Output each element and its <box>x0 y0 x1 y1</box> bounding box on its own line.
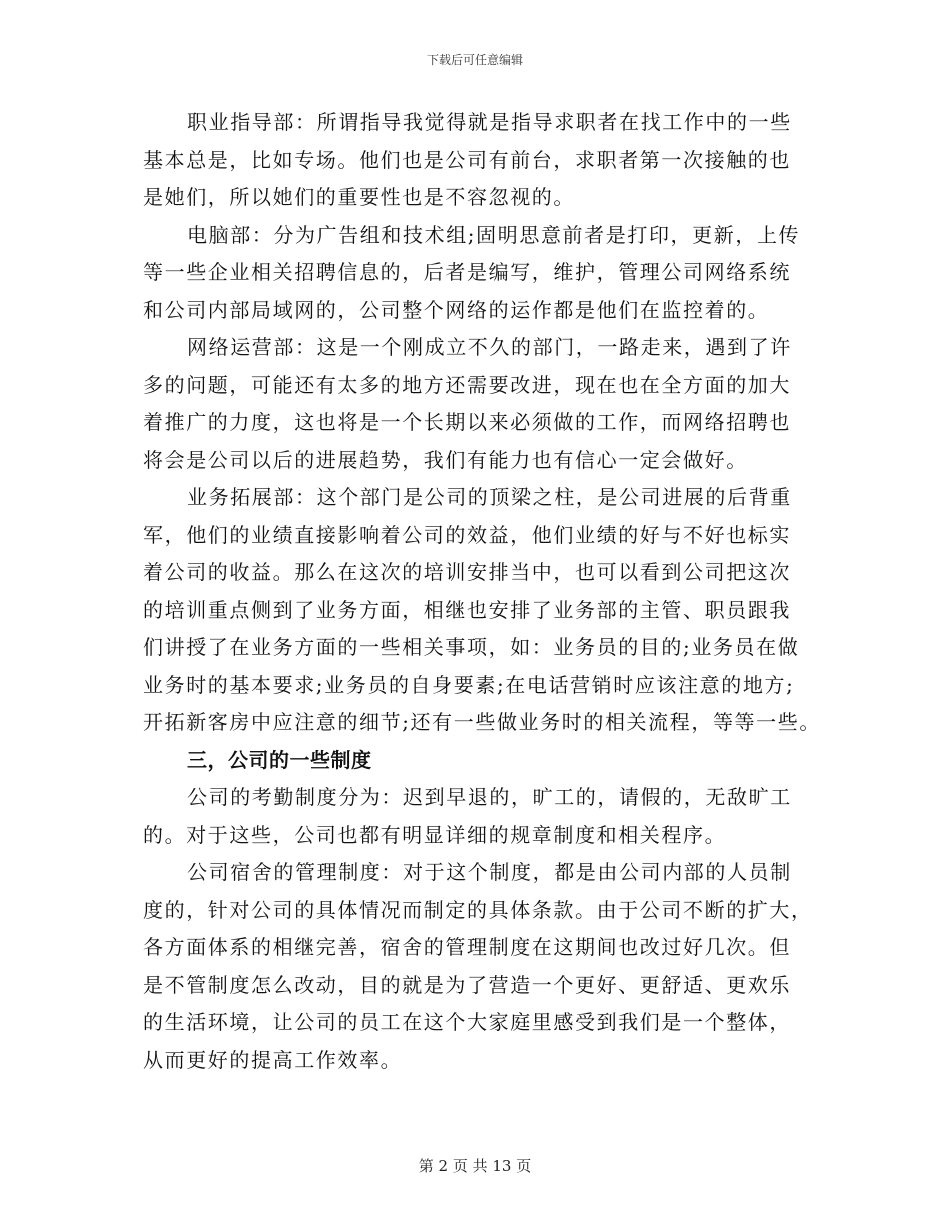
paragraph-attendance: 公司的考勤制度分为：迟到早退的，旷工的，请假的，无敌旷工 <box>187 785 792 809</box>
text-line: 开拓新客房中应注意的细节;还有一些做业务时的相关流程，等等一些。 <box>143 710 821 734</box>
text-line: 是她们，所以她们的重要性也是不容忽视的。 <box>143 185 575 209</box>
text-line: 们讲授了在业务方面的一些相关事项，如：业务员的目的;业务员在做 <box>143 635 800 659</box>
text-line: 着公司的收益。那么在这次的培训安排当中，也可以看到公司把这次 <box>143 560 791 584</box>
paragraph-network-ops: 网络运营部：这是一个刚成立不久的部门，一路走来，遇到了许 <box>187 335 792 359</box>
text-line: 基本总是，比如专场。他们也是公司有前台，求职者第一次接触的也 <box>143 147 791 172</box>
text-line: 多的问题，可能还有太多的地方还需要改进，现在也在全方面的加大 <box>143 372 791 397</box>
text-line: 度的，针对公司的具体情况而制定的具体条款。由于公司不断的扩大， <box>143 897 813 922</box>
document-body <box>143 104 821 1079</box>
text-line: 的生活环境，让公司的员工在这个大家庭里感受到我们是一个整体， <box>143 1010 791 1034</box>
text-line: 军，他们的业绩直接影响着公司的效益，他们业绩的好与不好也标实 <box>143 522 791 547</box>
text-line: 将会是公司以后的进展趋势，我们有能力也有信心一定会做好。 <box>143 447 748 472</box>
text-line: 是不管制度怎么改动，目的就是为了营造一个更好、更舒适、更欢乐 <box>143 972 791 997</box>
paragraph-career-guidance: 职业指导部：所谓指导我觉得就是指导求职者在找工作中的一些 <box>187 110 792 134</box>
section-heading: 三，公司的一些制度 <box>187 747 372 772</box>
page-number: 第 2 页 共 13 页 <box>418 1157 532 1175</box>
page-header: 下载后可任意编辑 <box>426 53 523 67</box>
text-line: 着推广的力度，这也将是一个长期以来必须做的工作，而网络招聘也 <box>143 410 791 434</box>
text-line: 业务时的基本要求;业务员的自身要素;在电话营销时应该注意的地方; <box>143 672 795 697</box>
text-line: 和公司内部局域网的，公司整个网络的运作都是他们在监控着的。 <box>143 297 770 322</box>
text-line: 的培训重点侧到了业务方面，相继也安排了业务部的主管、职员跟我 <box>143 597 791 622</box>
text-line: 各方面体系的相继完善，宿舍的管理制度在这期间也改过好几次。但 <box>143 935 791 959</box>
paragraph-computer-dept: 电脑部：分为广告组和技术组;固明思意前者是打印，更新，上传 <box>187 222 801 247</box>
paragraph-dormitory: 公司宿舍的管理制度：对于这个制度，都是由公司内部的人员制 <box>187 860 792 884</box>
text-line: 的。对于这些，公司也都有明显详细的规章制度和相关程序。 <box>143 822 727 847</box>
text-line: 等一些企业相关招聘信息的，后者是编写，维护，管理公司网络系统 <box>143 260 791 284</box>
paragraph-business-dev: 业务拓展部：这个部门是公司的顶梁之柱，是公司进展的后背重 <box>187 485 792 509</box>
text-line: 从而更好的提高工作效率。 <box>143 1047 403 1072</box>
